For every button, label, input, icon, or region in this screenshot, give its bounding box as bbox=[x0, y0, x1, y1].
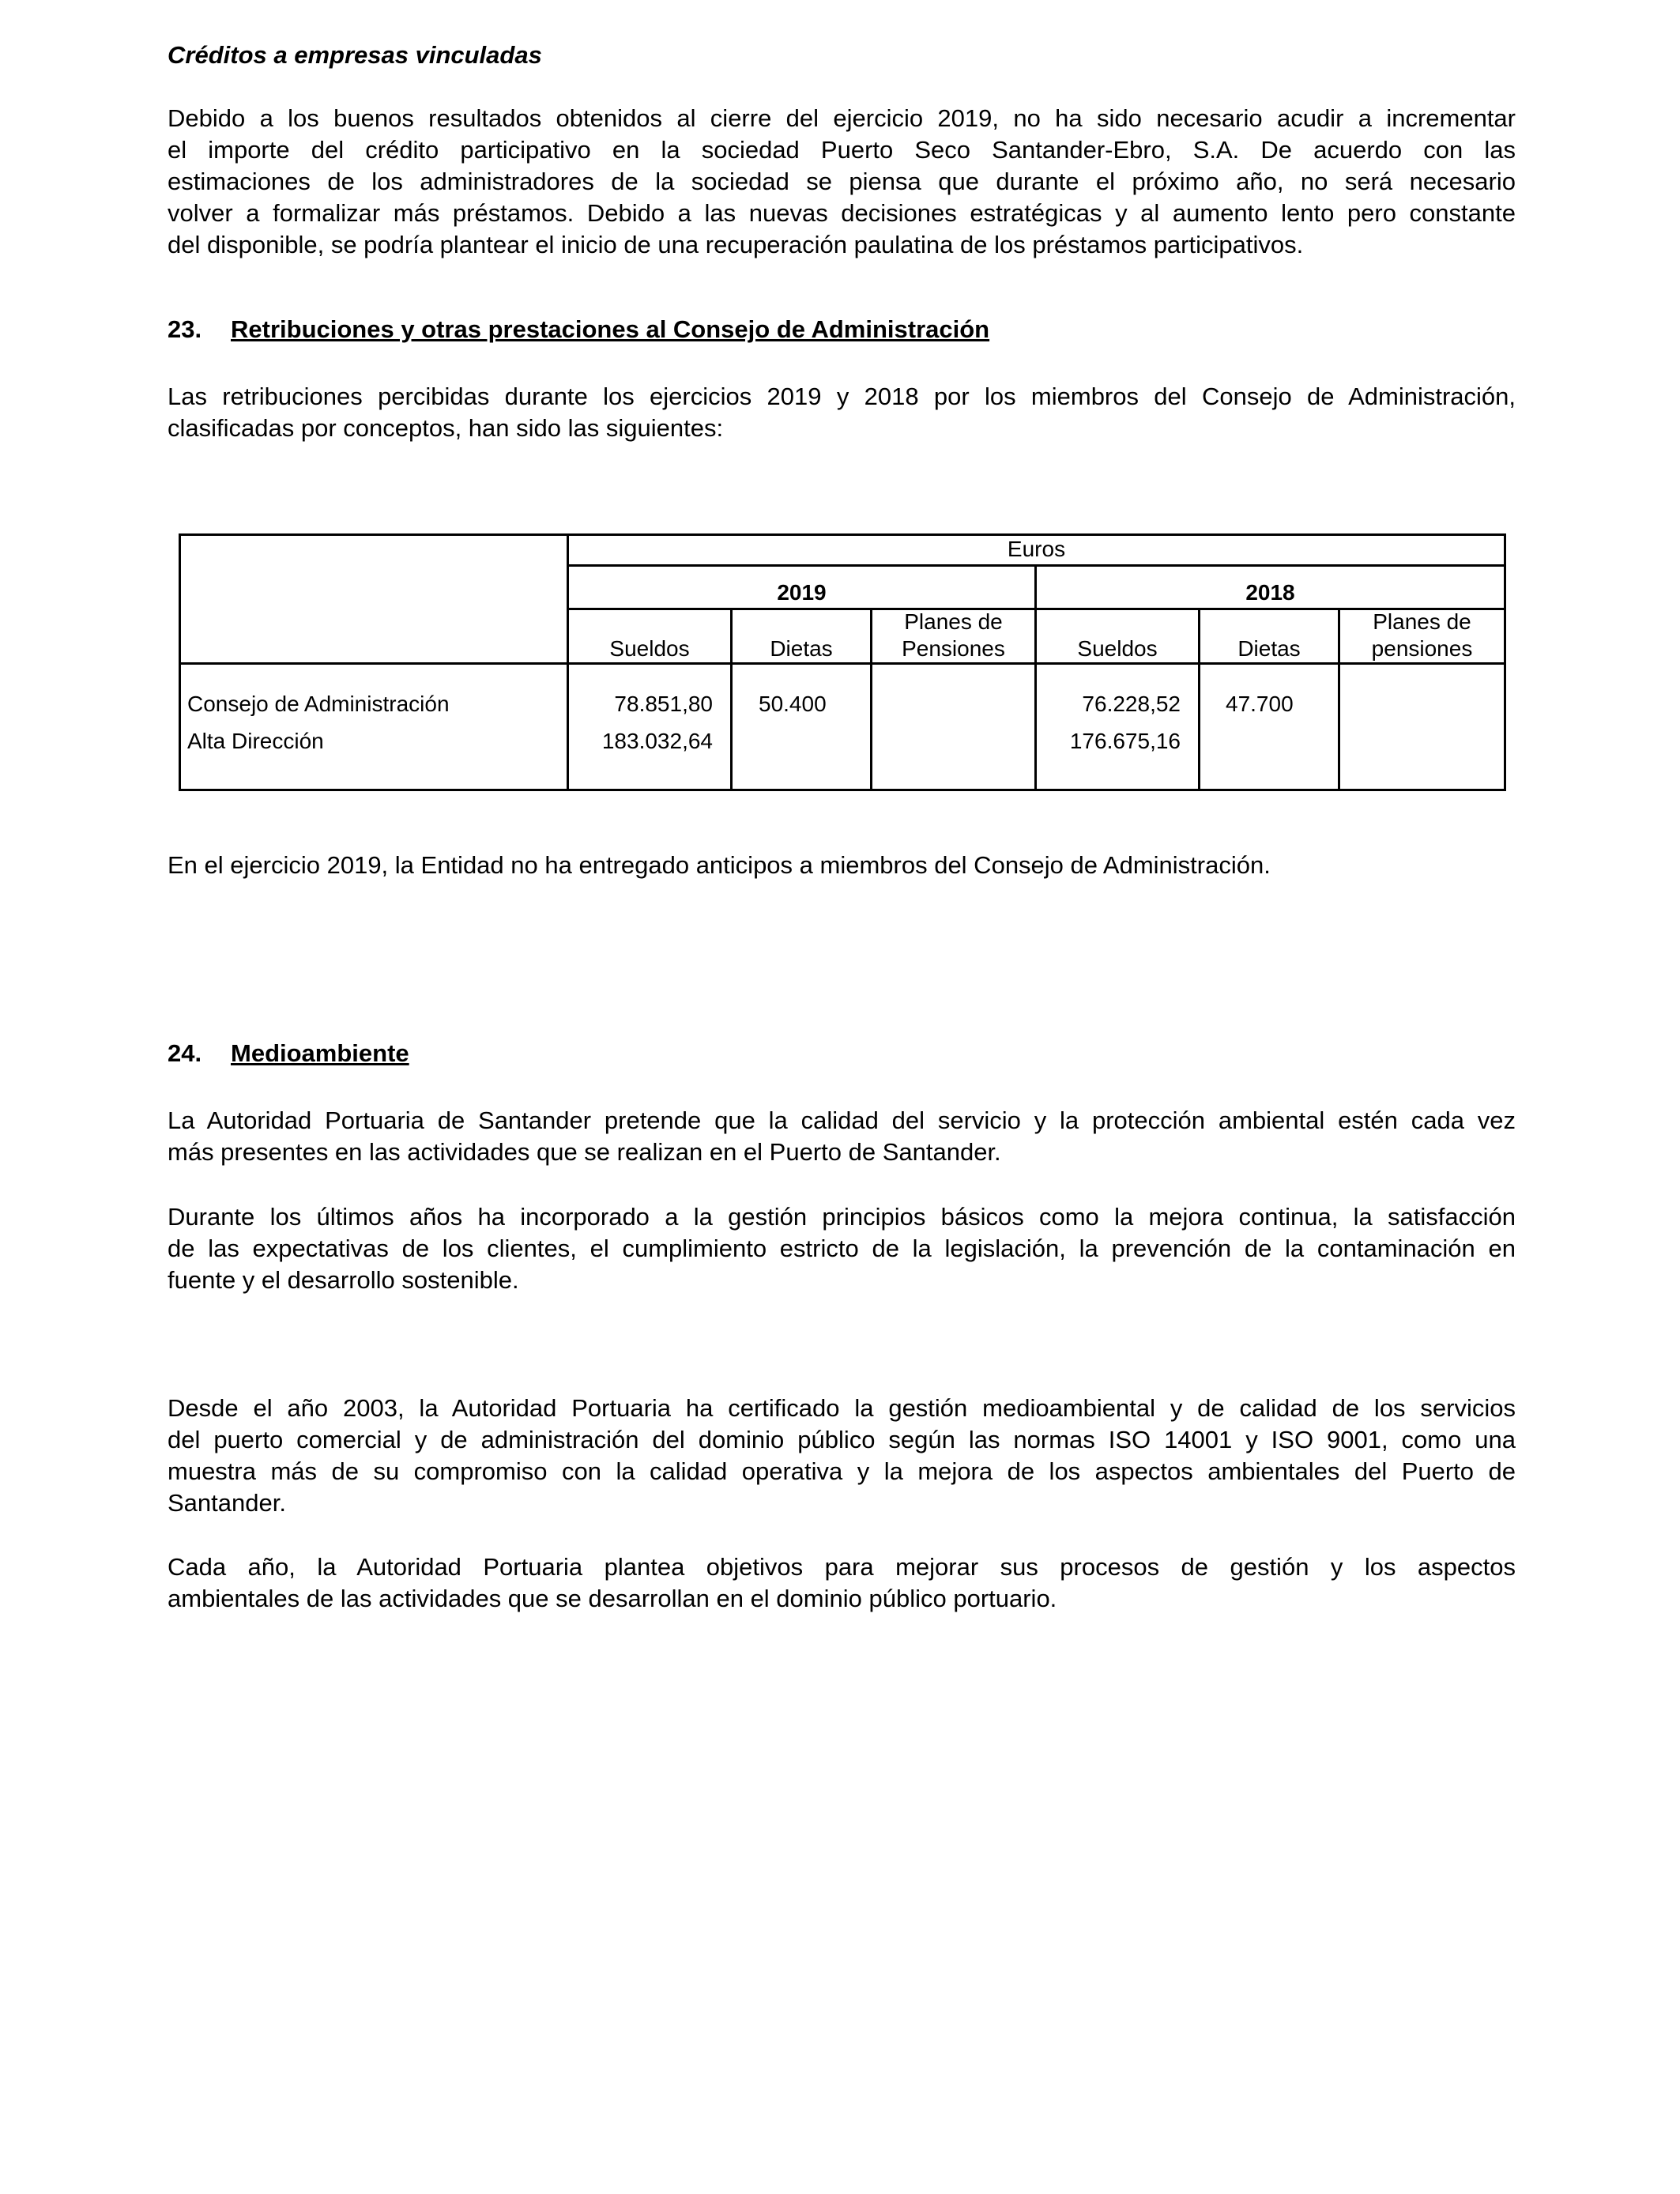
text-line: clasificadas por conceptos, han sido las siguientes: bbox=[168, 414, 724, 442]
year-2018-header: 2018 bbox=[1245, 580, 1295, 605]
cell-sueldos-2018: 176.675,16 bbox=[1069, 729, 1181, 753]
text-line: Las retribuciones percibidas durante los ejercicios 2019 y 2018 por los miembros del Consejo de Administración, bbox=[168, 383, 1516, 410]
section-number: 24. bbox=[168, 1039, 202, 1067]
text-line: del disponible, se podría plantear el inicio de una recuperación paulatina de los préstamos participativos. bbox=[168, 231, 1304, 258]
section-24-heading bbox=[168, 1038, 409, 1069]
section-24-paragraph-4 bbox=[168, 1551, 1516, 1615]
section-23-paragraph bbox=[168, 381, 1516, 444]
col-header-dietas-2018: Dietas bbox=[1237, 636, 1301, 661]
text-line: Debido a los buenos resultados obtenidos al cierre del ejercicio 2019, no ha sido necesario acudir a incrementar bbox=[168, 104, 1516, 132]
intro-paragraph bbox=[168, 103, 1516, 261]
text-line: de las expectativas de los clientes, el cumplimiento estricto de la legislación, la prevención de la contaminación en bbox=[168, 1235, 1516, 1262]
section-23-heading bbox=[168, 314, 989, 345]
col-header-planes-2018 bbox=[1340, 609, 1504, 662]
col-header-sueldos-2019: Sueldos bbox=[609, 636, 690, 661]
section-number: 23. bbox=[168, 315, 202, 343]
row-label: Alta Dirección bbox=[187, 729, 324, 753]
section-title: Medioambiente bbox=[231, 1039, 409, 1067]
cell-dietas-2019: 50.400 bbox=[759, 692, 827, 716]
text-line: Desde el año 2003, la Autoridad Portuaria ha certificado la gestión medioambiental y de calidad de los servicios bbox=[168, 1394, 1516, 1422]
year-2019-header: 2019 bbox=[777, 580, 827, 605]
currency-header: Euros bbox=[1007, 537, 1066, 561]
section-24-paragraph-2 bbox=[168, 1201, 1516, 1296]
header-line: Pensiones bbox=[902, 636, 1005, 661]
section-title: Retribuciones y otras prestaciones al Consejo de Administración bbox=[231, 315, 990, 343]
text-line: La Autoridad Portuaria de Santander pretende que la calidad del servicio y la protección ambiental estén cada vez bbox=[168, 1106, 1516, 1134]
remuneration-table bbox=[179, 533, 1506, 791]
after-table-paragraph: En el ejercicio 2019, la Entidad no ha entregado anticipos a miembros del Consejo de Administración. bbox=[168, 851, 1271, 879]
col-header-dietas-2019: Dietas bbox=[770, 636, 833, 661]
section-24-paragraph-1 bbox=[168, 1105, 1516, 1168]
text-line: muestra más de su compromiso con la calidad operativa y la mejora de los aspectos ambientales del Puerto de bbox=[168, 1457, 1516, 1485]
row-label: Consejo de Administración bbox=[187, 692, 450, 716]
text-line: Durante los últimos años ha incorporado a la gestión principios básicos como la mejora continua, la satisfacción bbox=[168, 1203, 1516, 1231]
subsection-heading: Créditos a empresas vinculadas bbox=[168, 41, 542, 69]
section-24-paragraph-3 bbox=[168, 1393, 1516, 1519]
text-line: fuente y el desarrollo sostenible. bbox=[168, 1266, 519, 1294]
text-line: Cada año, la Autoridad Portuaria plantea objetivos para mejorar sus procesos de gestión y los aspectos bbox=[168, 1553, 1516, 1581]
cell-sueldos-2018: 76.228,52 bbox=[1082, 692, 1181, 716]
text-line: Santander. bbox=[168, 1489, 286, 1517]
cell-sueldos-2019: 78.851,80 bbox=[614, 692, 713, 716]
header-line: Planes de bbox=[904, 609, 1003, 634]
header-line: Planes de bbox=[1373, 609, 1471, 634]
text-line: estimaciones de los administradores de la sociedad se piensa que durante el próximo año, no será necesario bbox=[168, 168, 1516, 195]
text-line: más presentes en las actividades que se realizan en el Puerto de Santander. bbox=[168, 1138, 1001, 1166]
text-line: el importe del crédito participativo en la sociedad Puerto Seco Santander-Ebro, S.A. De acuerdo con las bbox=[168, 136, 1516, 164]
text-line: ambientales de las actividades que se desarrollan en el dominio público portuario. bbox=[168, 1585, 1057, 1612]
header-line: pensiones bbox=[1371, 636, 1473, 661]
col-header-sueldos-2018: Sueldos bbox=[1077, 636, 1158, 661]
text-line: volver a formalizar más préstamos. Debido a las nuevas decisiones estratégicas y al aumento lento pero constante bbox=[168, 199, 1516, 227]
col-header-planes-2019 bbox=[872, 609, 1034, 662]
cell-dietas-2018: 47.700 bbox=[1226, 692, 1294, 716]
table-divider bbox=[181, 662, 1504, 665]
cell-sueldos-2019: 183.032,64 bbox=[601, 729, 713, 753]
text-line: del puerto comercial y de administración del dominio público según las normas ISO 14001 y ISO 9001, como una bbox=[168, 1426, 1516, 1453]
